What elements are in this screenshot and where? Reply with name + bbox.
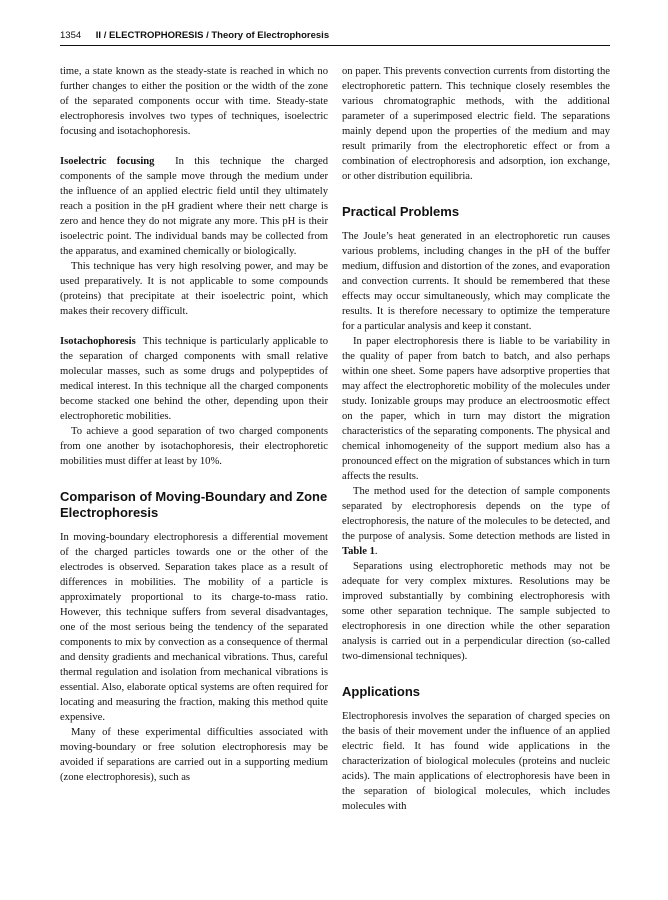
paragraph: This technique has very high resolving power, and may be used preparatively. It is not applicable to some compounds (proteins) that precipitate at their isoelectric point, which makes their recovery difficult.	[60, 261, 328, 317]
paragraph: Separations using electrophoretic methods may not be adequate for very complex mixtures. Resolutions may be improved substantially by combining electrophoresis with some other separation technique. The sample subjected to electrophoresis in one direction while the other separation analysis is carried out in a perpendicular direction (so-called two-dimensional techniques).	[342, 561, 610, 662]
run-in-heading: Isotachophoresis	[60, 336, 136, 347]
paragraph-text: The method used for the detection of sample components separated by electrophoresis depends on the type of electrophoresis, the nature of the molecules to be detected, and the purpose of analysis. Some detection methods are listed in	[342, 486, 610, 542]
paragraph-isoelectric	[60, 154, 328, 259]
left-column	[60, 64, 328, 785]
header-rule	[60, 45, 610, 46]
section-heading: Applications	[342, 684, 421, 699]
paragraph-isotachophoresis	[60, 334, 328, 424]
paragraph-text: .	[374, 546, 378, 557]
paragraph: To achieve a good separation of two charged components from one another by isotachophoresis, their electrophoretic mobilities must differ at least by 10%.	[60, 426, 328, 467]
paragraph: In paper electrophoresis there is liable to be variability in the quality of paper from batch to batch, and also perhaps within one sheet. Some papers have adsorptive properties that may affect the electrophoretic mobility of the molecules under study. Ionizable groups may produce an electroosmotic effect on the paper, which in turn may distort the migration characteristics of the separating components. The physical and chemical inhomogeneity of the support medium also has a pronounced effect on the migration of substances which in turn affects the results.	[342, 336, 610, 482]
section-title: II / ELECTROPHORESIS / Theory of Electrophoresis	[95, 30, 330, 41]
run-in-heading: Isoelectric focusing	[60, 156, 155, 167]
paragraph: In moving-boundary electrophoresis a differential movement of the charged particles towards one or the other of the electrodes is observed. Separation takes place as a result of differences in mobilities. The mobility of a particle is approximately proportional to its charge-to-mass ratio. However, this technique suffers from several disadvantages, one of the most serious being the tendency of the separated components to mix by convection as a consequence of thermal and density gradients and mechanical vibrations. Thus, careful thermal regulation and isolation from mechanical vibrations is essential. Also, elaborate optical systems are often required for locating and measuring the fraction, making this method quite expensive.	[60, 532, 328, 723]
section-heading: Practical Problems	[342, 204, 460, 219]
page-number: 1354	[60, 30, 82, 41]
right-column	[342, 64, 610, 814]
paragraph-text: This technique is particularly applicable to the separation of charged components with small relative molecular masses, such as some drugs and polypeptides of medical interest. In this technique all the charged components become stacked one behind the other, depending upon their electrophoretic mobilities.	[60, 336, 329, 422]
running-header	[60, 30, 610, 41]
paragraph	[342, 484, 610, 559]
paragraph: Electrophoresis involves the separation of charged species on the basis of their movement under the influence of an applied electric field. It has found wide applications in the characterization of biological molecules (proteins and nucleic acids). The main applications of electrophoresis have been in the separation of biological molecules, which includes molecules with	[342, 711, 610, 812]
paragraph-text: In this technique the charged components of the sample move through the medium under the influence of an applied electric field until they ultimately reach a position in the pH gradient where their nett charge is zero and hence they do not migrate any more. This pH is their isoelectric point. The individual bands may be collected from the apparatus, and examined chemically or biologically.	[60, 156, 329, 257]
paragraph: on paper. This prevents convection currents from distorting the electrophoretic pattern. This technique closely resembles the various chromatographic methods, with the additional parameter of a superimposed electric field. The separations mainly depend upon the properties of the medium and may result primarily from the electrophoretic effect or from a combination of electrophoresis and adsorption, ion exchange, or other distribution equilibria.	[342, 66, 610, 182]
section-heading: Comparison of Moving-Boundary and Zone Electrophoresis	[60, 489, 328, 520]
paragraph: time, a state known as the steady-state is reached in which no further changes to either the position or the width of the zone of the separated components occur with time. Steady-state electrophoresis involves two types of techniques, isoelectric focusing and isotachophoresis.	[60, 66, 328, 137]
paragraph: The Joule’s heat generated in an electrophoretic run causes various problems, including changes in the pH of the buffer medium, diffusion and distortion of the zones, and evaporation and convection currents. It should be remembered that these effects may occur simultaneously, which may complicate the results. It is therefore necessary to optimize the temperature for a particular analysis and keep it constant.	[342, 231, 610, 332]
table-reference[interactable]: Table 1	[342, 546, 375, 557]
paragraph: Many of these experimental difficulties associated with moving-boundary or free solution electrophoresis may be avoided if separations are carried out in a supporting medium (zone electrophoresis), such as	[60, 727, 328, 783]
